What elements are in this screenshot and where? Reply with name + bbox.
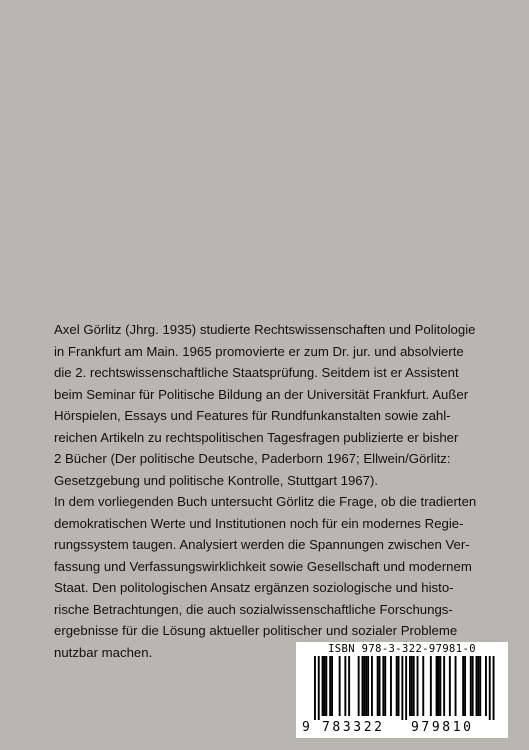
barcode [296, 656, 508, 720]
barcode-digits-right: 979810 [411, 720, 474, 735]
barcode-bar [322, 656, 324, 716]
summary-line: nutzbar machen. [54, 644, 153, 660]
barcode-bar [339, 656, 341, 716]
barcode-bar [409, 656, 411, 716]
barcode-bar [464, 656, 466, 716]
book-summary [54, 491, 478, 663]
bio-line: Axel Görlitz (Jhrg. 1935) studierte Rechtswissenschaften und Politologie [54, 322, 476, 337]
barcode-bar [411, 656, 413, 716]
barcode-bar [436, 656, 438, 716]
barcode-bar [390, 656, 392, 716]
barcode-bar [398, 656, 400, 716]
isbn-label: ISBN 978-3-322-97981-0 [328, 643, 476, 655]
barcode-bar [371, 656, 373, 716]
barcode-bar [324, 656, 326, 716]
bio-line: reichen Artikeln zu rechtspolitischen Tagesfragen publizierte er bisher [54, 429, 459, 445]
barcode-bar [314, 656, 316, 720]
barcode-bar [472, 656, 474, 716]
summary-line: rische Betrachtungen, die auch sozialwissenschaftliche Forschungs- [54, 601, 453, 617]
barcode-bar [485, 656, 487, 716]
summary-line: ergebnisse für die Lösung aktueller politischer und sozialer Probleme [54, 623, 458, 638]
isbn-barcode-box [296, 642, 508, 738]
bio-line: Hörspielen, Essays und Features für Rundfunkanstalten sowie zahl- [54, 408, 451, 423]
barcode-bar [455, 656, 457, 716]
barcode-bar [379, 656, 381, 716]
barcode-bar [329, 656, 331, 716]
barcode-bar [493, 656, 495, 720]
summary-line: demokratischen Werte und Institutionen noch für ein modernes Regie- [54, 515, 464, 531]
barcode-bar [430, 656, 432, 716]
barcode-bar [439, 656, 441, 716]
bio-line: in Frankfurt am Main. 1965 promovierte er zum Dr. jur. und absolvierte [54, 343, 464, 359]
bio-line: beim Seminar für Politische Bildung an der Universität Frankfurt. Außer [54, 386, 469, 402]
barcode-bar [325, 656, 327, 716]
summary-line: rungssystem taugen. Analysiert werden die Spannungen zwischen Ver- [54, 537, 470, 552]
barcode-bar [479, 656, 481, 716]
author-bio [54, 319, 478, 491]
barcode-bar [365, 656, 367, 716]
barcode-bar [476, 656, 478, 716]
barcode-bar [344, 656, 346, 716]
barcode-digit-lead: 9 [302, 720, 310, 735]
barcode-digits-left: 783322 [322, 720, 385, 735]
barcode-bar [358, 656, 360, 716]
barcode-bar [417, 656, 419, 716]
barcode-bar [443, 656, 445, 716]
bio-line: Gesetzgebung und politische Kontrolle, Stuttgart 1967). [54, 472, 379, 488]
barcode-bar [367, 656, 369, 716]
barcode-bar [331, 656, 333, 716]
barcode-bar [413, 656, 415, 716]
barcode-bar [396, 656, 398, 716]
summary-line: Staat. Den politologischen Ansatz ergänzen soziologische und histo- [54, 580, 454, 595]
barcode-bar [401, 656, 403, 720]
summary-line: In dem vorliegenden Buch untersucht Görlitz die Frage, ob die tradierten [54, 494, 477, 509]
barcode-bar [377, 656, 379, 716]
bio-line: die 2. rechtswissenschaftliche Staatsprüfung. Seitdem ist er Assistent [54, 365, 459, 380]
barcode-bar [362, 656, 364, 716]
barcode-bar [449, 656, 451, 716]
barcode-digits [296, 718, 508, 738]
barcode-bar [384, 656, 386, 716]
barcode-bar [470, 656, 472, 716]
barcode-bar [422, 656, 424, 716]
barcode-bar [405, 656, 407, 720]
barcode-bar [462, 656, 464, 716]
barcode-bar [363, 656, 365, 716]
barcode-bar [318, 656, 320, 720]
barcode-bar [382, 656, 384, 716]
barcode-bar [477, 656, 479, 716]
barcode-bar [438, 656, 440, 716]
barcode-bar [348, 656, 350, 716]
summary-line: fassung und Verfassungswirklichkeit sowie Gesellschaft und modernem [54, 558, 472, 574]
bio-line: 2 Bücher (Der politische Deutsche, Paderborn 1967; Ellwein/Görlitz: [54, 451, 451, 466]
barcode-bar [489, 656, 491, 720]
